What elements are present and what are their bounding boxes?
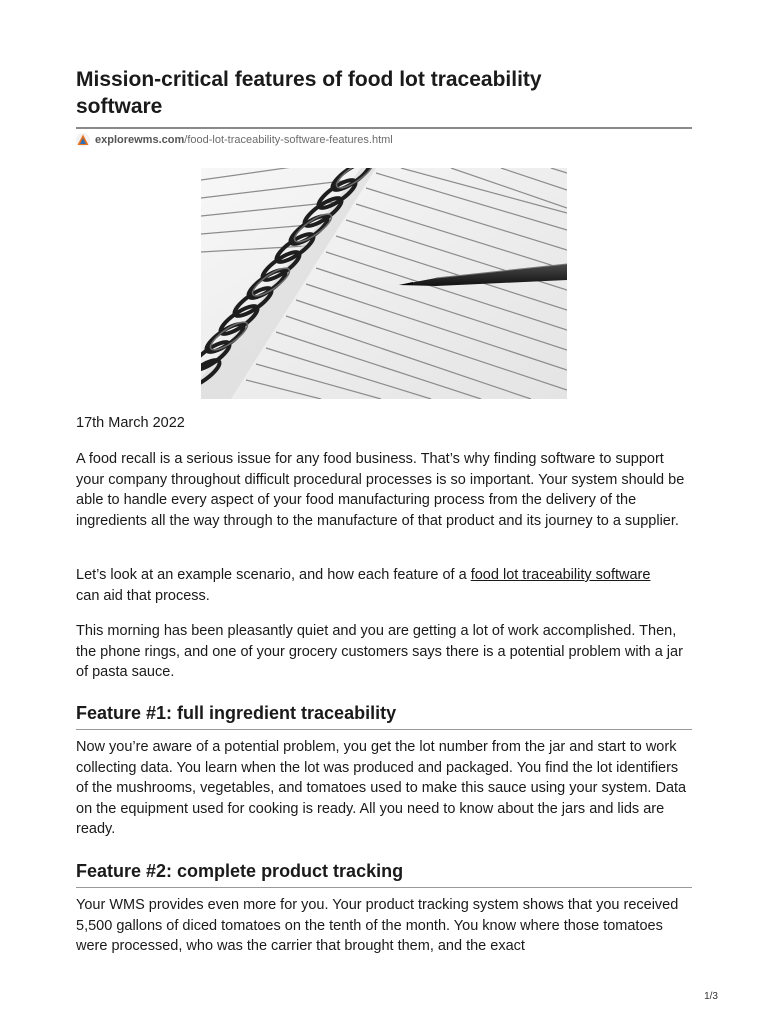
- paragraph-phone-call: This morning has been pleasantly quiet and you are getting a lot of work accomplished. Then, the phone rings, and one of your grocery customers says there is a potential problem with a jar of pasta sauce.: [76, 623, 683, 681]
- paragraph-feature-2: Your WMS provides even more for you. Your product tracking system shows that you received 5,500 gallons of diced tomatoes on the tenth of the month. You know where those tomatoes were processed, who was the carrier that brought them, and the exact: [76, 897, 679, 955]
- paragraph-scenario: [76, 565, 692, 606]
- title-line-1: Mission-critical features of food lot traceability: [76, 68, 542, 91]
- title-divider: [76, 127, 692, 129]
- heading-feature-1-divider: [76, 729, 692, 730]
- paragraph-intro: A food recall is a serious issue for any food business. That’s why finding software to support your company throughout difficult procedural processes is so important. Your system should be able to handle every aspect of your food manufacturing process from the delivery of the ingredients all the way through to the manufacture of that product and its journey to a supplier.: [76, 451, 685, 529]
- title-line-2: software: [76, 95, 163, 118]
- food-lot-traceability-software-link[interactable]: food lot traceability software: [470, 567, 651, 583]
- source-host[interactable]: explorewms.com: [95, 134, 185, 146]
- page-title: [76, 66, 692, 120]
- explorewms-logo-icon: [76, 133, 90, 147]
- article-date: 17th March 2022: [76, 415, 185, 431]
- source-url[interactable]: [76, 132, 393, 148]
- paragraph-scenario-text: Let’s look at an example scenario, and how each feature of a: [76, 567, 471, 583]
- heading-feature-2: Feature #2: complete product tracking: [76, 861, 404, 881]
- paragraph-scenario-text-end: can aid that process.: [76, 587, 210, 604]
- page-number: 1/3: [704, 991, 718, 1002]
- notebook-pen-image: [201, 168, 567, 399]
- paragraph-feature-1: Now you’re aware of a potential problem, you get the lot number from the jar and start to work collecting data. You learn when the lot was produced and packaged. You find the lot identifiers of the mushrooms, vegetables, and tomatoes used to make this sauce using your system. Data on the equipment used for cooking is ready. All you need to know about the jars and lids are ready.: [76, 739, 687, 838]
- source-path[interactable]: /food-lot-traceability-software-features.html: [184, 134, 393, 146]
- heading-feature-1: Feature #1: full ingredient traceability: [76, 703, 397, 723]
- heading-feature-2-divider: [76, 887, 692, 888]
